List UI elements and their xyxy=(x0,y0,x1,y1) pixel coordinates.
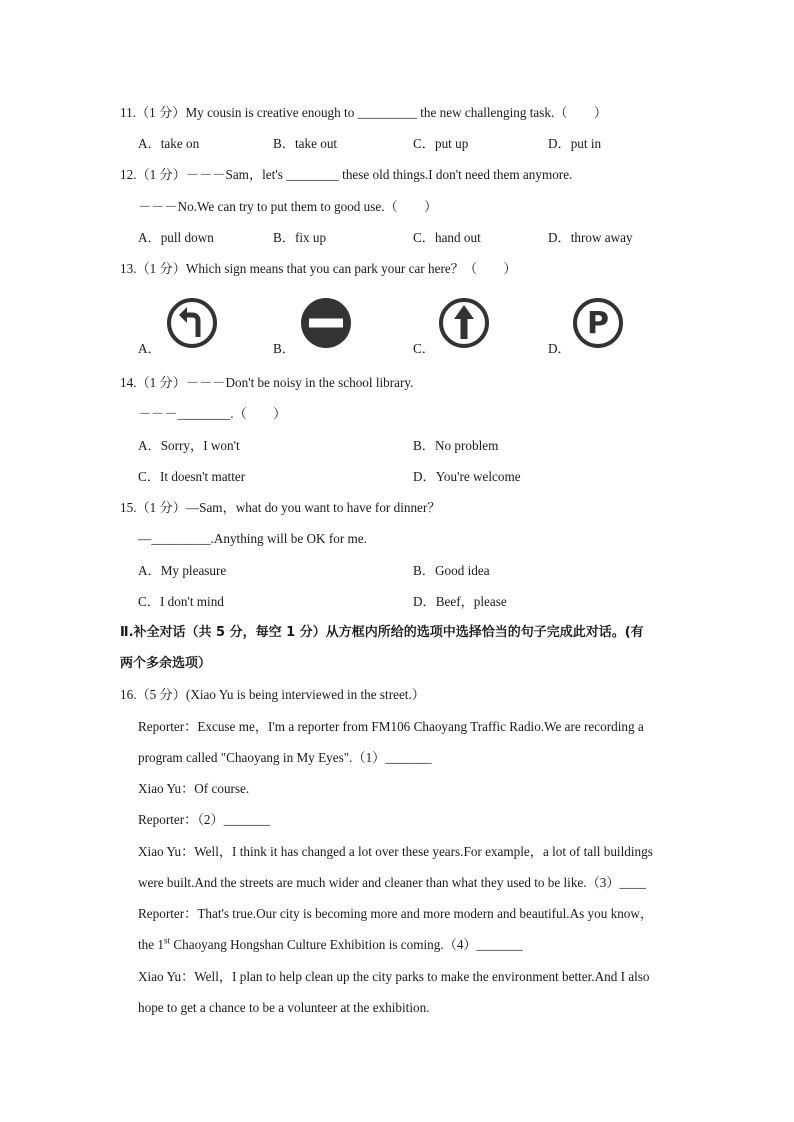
q11-stem: 11.（1 分）My cousin is creative enough to _________ the new challenging task.（ ） xyxy=(120,105,608,120)
q15-stem-reply: —_________.Anything will be OK for me. xyxy=(138,531,367,546)
q11-option-a: A．take on xyxy=(138,136,200,151)
dialogue-line-8 xyxy=(138,936,523,954)
q14-option-d: D．You're welcome xyxy=(413,469,521,484)
dialogue-line-8-end: Chaoyang Hongshan Culture Exhibition is coming.（4）_______ xyxy=(170,937,523,952)
dialogue-line-9: Xiao Yu：Well，I plan to help clean up the city parks to make the environment better.And I also xyxy=(138,969,650,984)
q12-option-c: C．hand out xyxy=(413,230,481,245)
q12-option-b: B．fix up xyxy=(273,230,327,245)
dialogue-line-5: Xiao Yu：Well，I think it has changed a lot over these years.For example，a lot of tall buildings xyxy=(138,844,653,859)
straight-ahead-sign-icon xyxy=(438,297,490,349)
q15-option-b: B．Good idea xyxy=(413,563,490,578)
dialogue-line-10: hope to get a chance to be a volunteer at the exhibition. xyxy=(138,1000,430,1015)
q16-stem: 16.（5 分）(Xiao Yu is being interviewed in the street.） xyxy=(120,687,425,702)
q14-option-c: C．It doesn't matter xyxy=(138,469,246,484)
dialogue-line-7: Reporter：That's true.Our city is becoming more and more modern and beautiful.As you know， xyxy=(138,906,654,921)
q14-option-b: B．No problem xyxy=(413,438,499,453)
q12-option-d: D．throw away xyxy=(548,230,633,245)
no-entry-sign-icon xyxy=(300,297,352,349)
dialogue-line-3: Xiao Yu：Of course. xyxy=(138,781,250,796)
q15-stem: 15.（1 分）—Sam，what do you want to have for dinner？ xyxy=(120,500,441,515)
q15-option-c: C．I don't mind xyxy=(138,594,224,609)
q15-option-a: A．My pleasure xyxy=(138,563,227,578)
q15-option-d: D．Beef，please xyxy=(413,594,507,609)
dialogue-line-8-start: the 1 xyxy=(138,937,165,952)
q12-stem-reply: －－－No.We can try to put them to good use.（ ） xyxy=(138,199,438,214)
q13-option-c: C． xyxy=(413,341,435,356)
ordinal-suffix: st xyxy=(164,935,171,946)
q13-option-d: D． xyxy=(548,341,571,356)
q12-stem: 12.（1 分）－－－Sam，let's ________ these old things.I don't need them anymore. xyxy=(120,167,573,182)
q13-option-a: A． xyxy=(138,341,161,356)
dialogue-line-2: program called "Chaoyang in My Eyes".（1）_______ xyxy=(138,750,432,765)
dialogue-line-1: Reporter：Excuse me，I'm a reporter from FM106 Chaoyang Traffic Radio.We are recording a xyxy=(138,719,644,734)
section-2-heading-cont: 两个多余选项） xyxy=(120,656,212,671)
section-2-heading: Ⅱ.补全对话（共 5 分，每空 1 分）从方框内所给的选项中选择恰当的句子完成此对话。(有 xyxy=(120,625,644,640)
q11-option-c: C．put up xyxy=(413,136,469,151)
q11-option-d: D．put in xyxy=(548,136,602,151)
q13-option-b: B． xyxy=(273,341,295,356)
q12-option-a: A．pull down xyxy=(138,230,214,245)
dialogue-line-4: Reporter：（2）_______ xyxy=(138,812,270,827)
dialogue-line-6: were built.And the streets are much wider and cleaner than what they used to be like.（3）____ xyxy=(138,875,646,890)
parking-sign-letter: P xyxy=(587,306,609,341)
q14-option-a: A．Sorry，I won't xyxy=(138,438,240,453)
turn-left-sign-icon xyxy=(166,297,218,349)
q14-stem-reply: －－－________.（ ） xyxy=(138,406,287,421)
q13-stem: 13.（1 分）Which sign means that you can park your car here？（ ） xyxy=(120,261,517,276)
q11-option-b: B．take out xyxy=(273,136,338,151)
parking-sign-icon xyxy=(572,297,624,349)
q14-stem: 14.（1 分）－－－Don't be noisy in the school library. xyxy=(120,375,414,390)
